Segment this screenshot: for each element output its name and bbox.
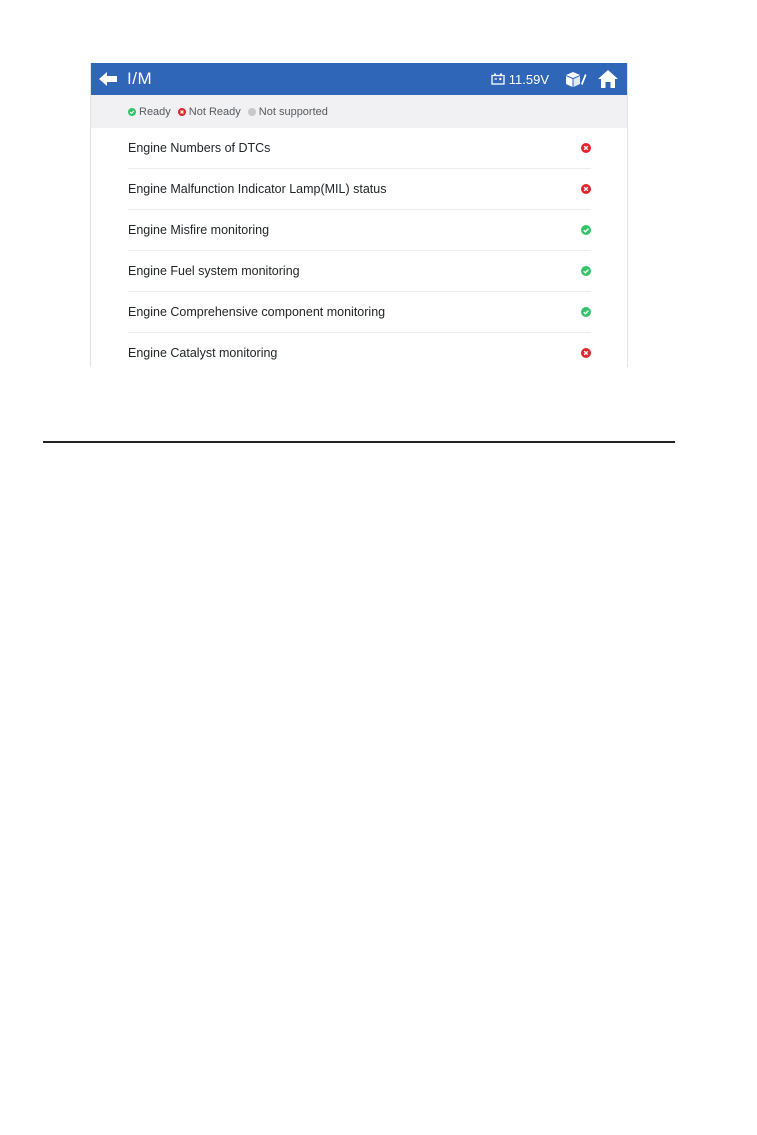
- battery-voltage: 11.59V: [508, 71, 549, 87]
- ready-check-icon: [128, 108, 136, 116]
- not-ready-x-icon: [178, 108, 186, 116]
- item-label: Engine Comprehensive component monitoring: [128, 305, 386, 319]
- not-ready-x-icon: [581, 143, 591, 153]
- item-label: Engine Misfire monitoring: [128, 223, 270, 237]
- status-indicator: [581, 143, 591, 153]
- list-item: [128, 333, 591, 367]
- ready-check-icon: [581, 307, 591, 317]
- item-label: Engine Malfunction Indicator Lamp(MIL) status: [128, 182, 387, 196]
- page-divider: [43, 441, 675, 443]
- vci-connector-icon: [565, 70, 587, 88]
- ready-check-icon: [581, 266, 591, 276]
- item-label: Engine Catalyst monitoring: [128, 346, 278, 360]
- battery-icon: [491, 73, 505, 85]
- home-button[interactable]: [595, 63, 621, 95]
- item-label: Engine Fuel system monitoring: [128, 264, 300, 278]
- list-item: [128, 210, 591, 251]
- legend-not-ready: [178, 106, 241, 118]
- list-item: [128, 251, 591, 292]
- battery-status: [491, 72, 549, 87]
- im-readiness-screen: [90, 63, 628, 367]
- legend-not-supported-label: Not supported: [258, 105, 328, 118]
- status-indicator: [581, 307, 591, 317]
- list-item: [128, 169, 591, 210]
- list-item: [128, 292, 591, 333]
- home-icon: [597, 69, 619, 89]
- title-bar: [91, 63, 627, 95]
- item-label: Engine Numbers of DTCs: [128, 141, 271, 155]
- legend-not-ready-label: Not Ready: [188, 105, 241, 118]
- not-supported-dot-icon: [248, 108, 256, 116]
- not-ready-x-icon: [581, 184, 591, 194]
- legend-ready-label: Ready: [139, 105, 171, 118]
- ready-check-icon: [581, 225, 591, 235]
- status-indicator: [581, 225, 591, 235]
- page-title: I/M: [127, 69, 153, 88]
- status-indicator: [581, 184, 591, 194]
- back-button[interactable]: [95, 63, 121, 95]
- readiness-list: [91, 128, 627, 367]
- status-indicator: [581, 348, 591, 358]
- arrow-left-icon: [98, 71, 118, 87]
- vci-button[interactable]: [563, 63, 589, 95]
- list-item: [128, 128, 591, 169]
- legend-not-supported: [248, 106, 328, 118]
- status-legend: [91, 95, 627, 128]
- status-indicator: [581, 266, 591, 276]
- legend-ready: [128, 106, 171, 118]
- not-ready-x-icon: [581, 348, 591, 358]
